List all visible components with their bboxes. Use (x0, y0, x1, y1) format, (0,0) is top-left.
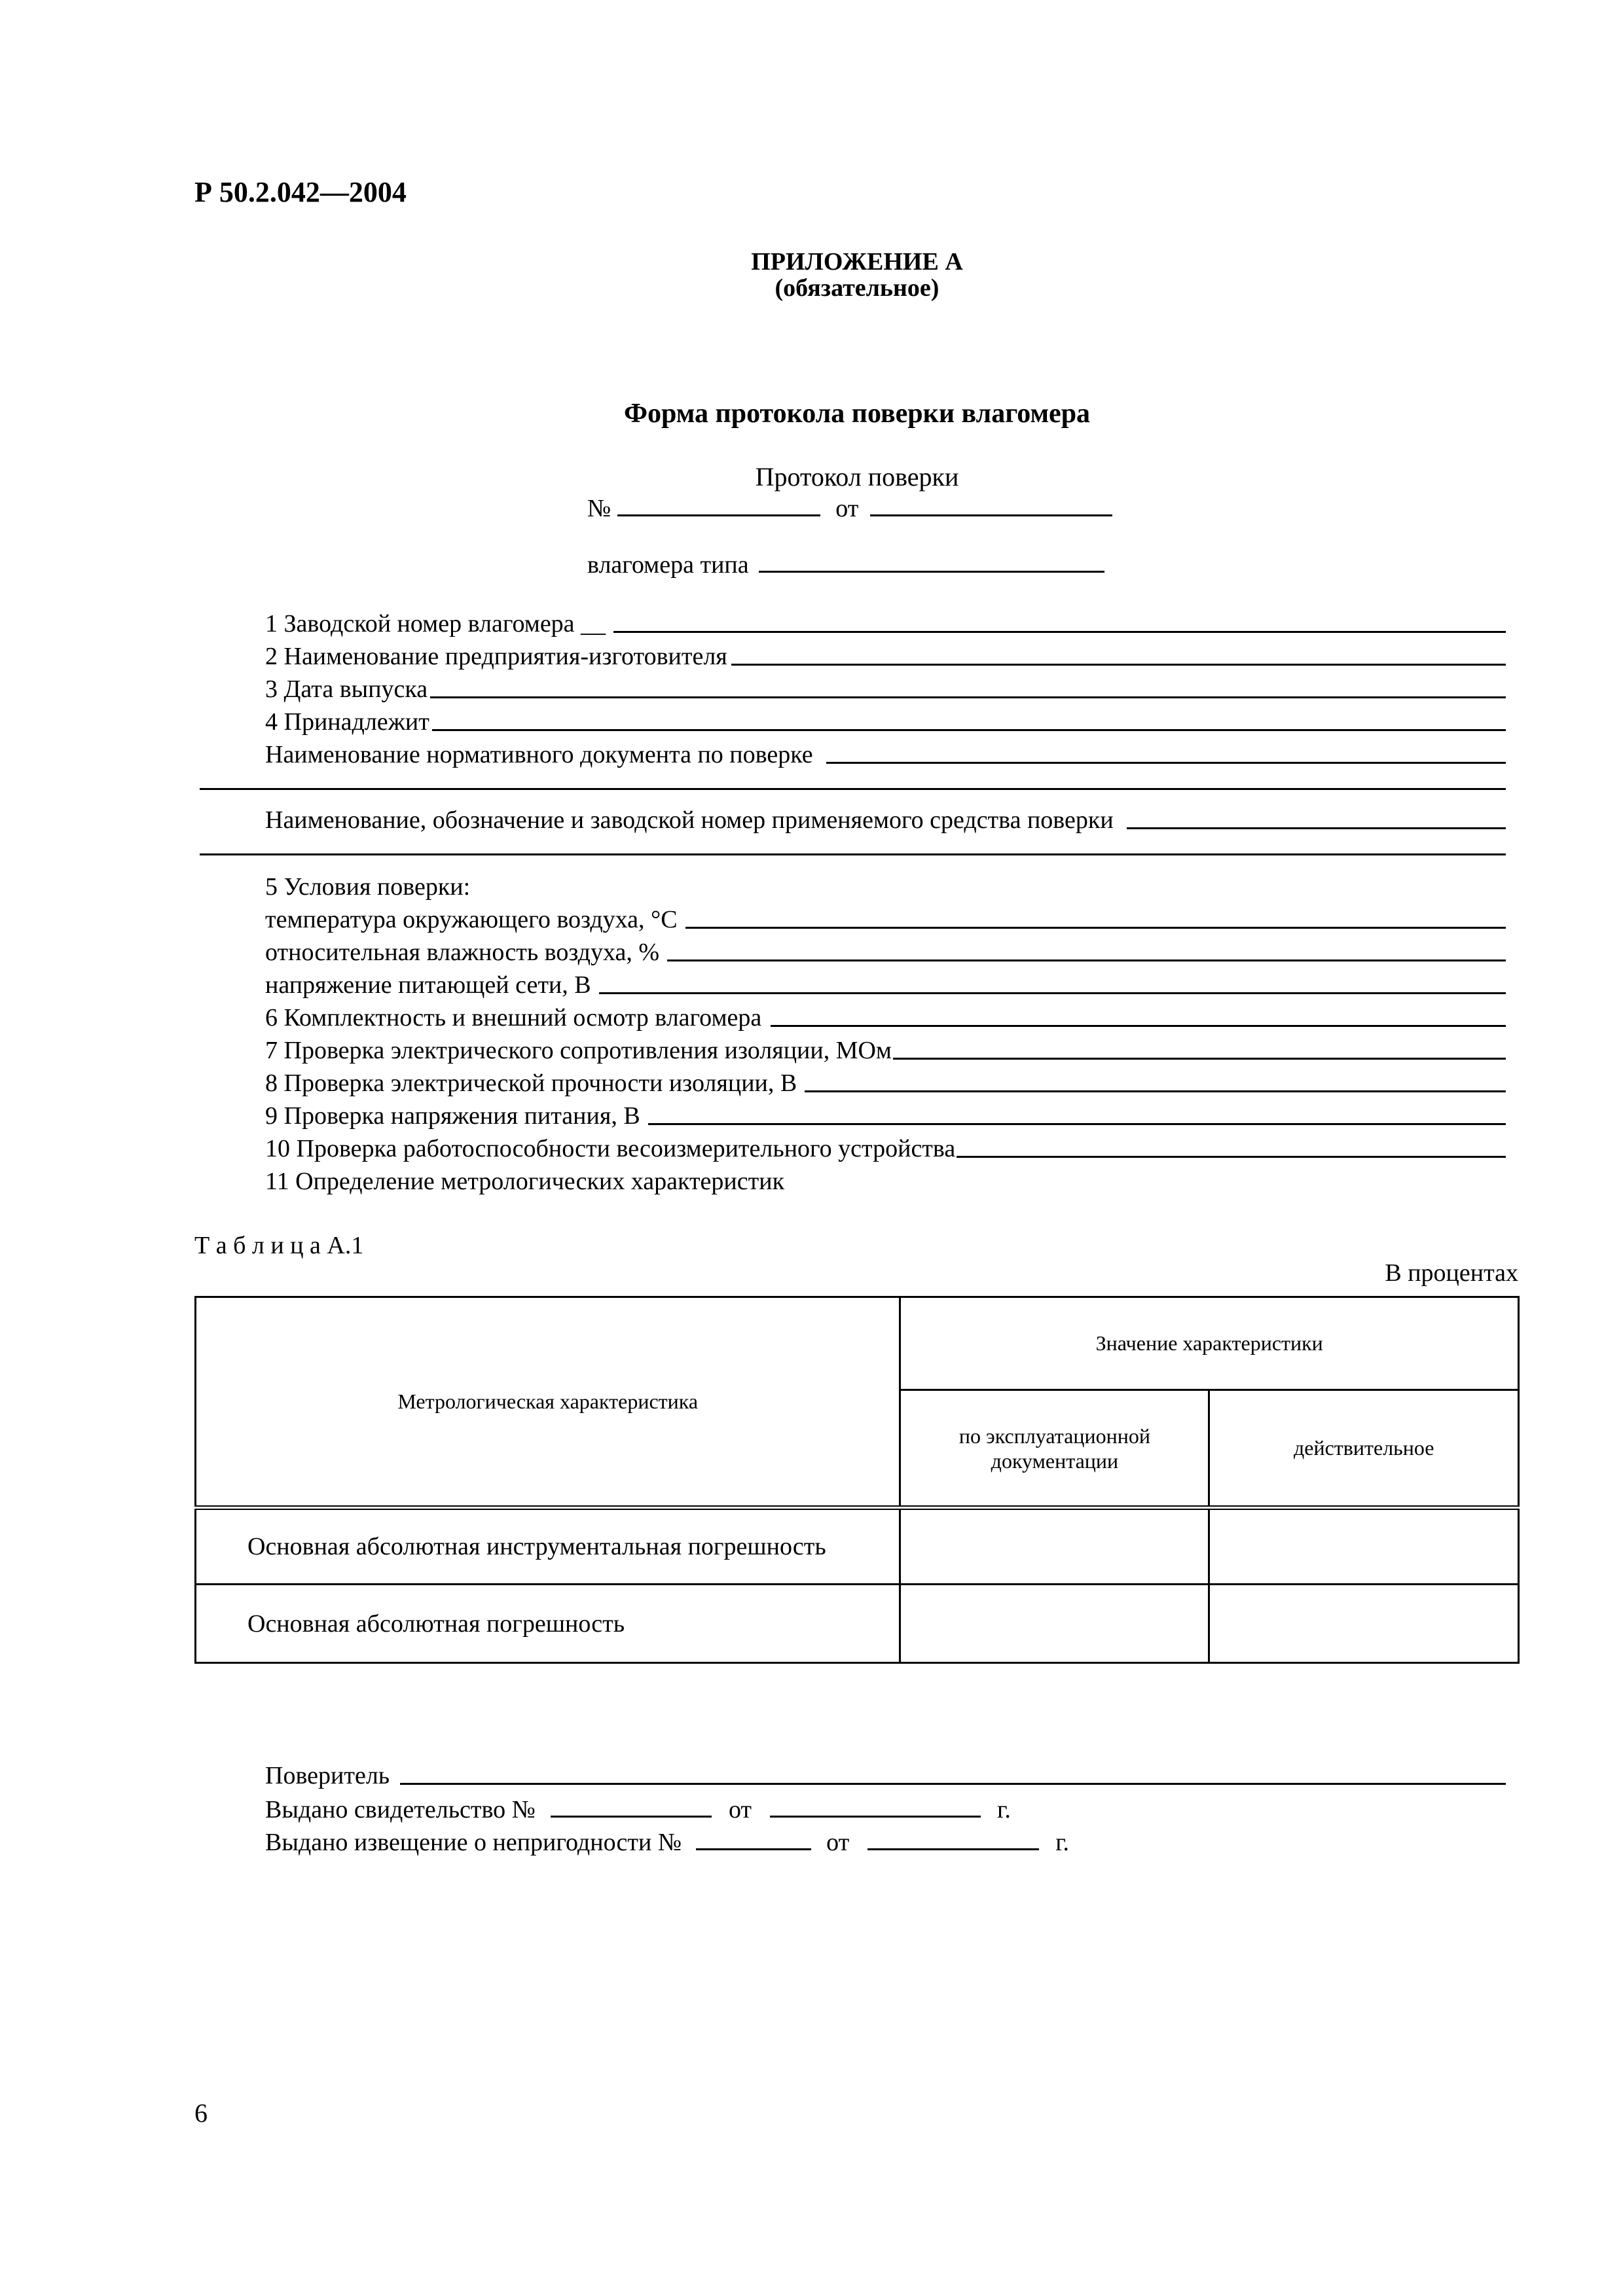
field-temperature (265, 905, 1506, 935)
device-type-row (587, 548, 1104, 580)
notice-label: Выдано извещение о непригодности № (265, 1829, 682, 1856)
protocol-title: Протокол поверки (755, 462, 959, 492)
protocol-number-row (587, 492, 1112, 524)
table-caption: Т а б л и ц а А.1 (194, 1232, 364, 1259)
field-label: 6 Комплектность и внешний осмотр влагомера (265, 1004, 762, 1031)
field-blank[interactable] (599, 970, 1506, 994)
field-blank[interactable] (805, 1068, 1506, 1092)
row-characteristic: Основная абсолютная инструментальная погрешность (196, 1508, 900, 1585)
full-width-blank-2[interactable] (200, 853, 1506, 855)
device-type-blank[interactable] (759, 548, 1104, 573)
field-humidity (265, 937, 1506, 967)
field-blank[interactable] (771, 1003, 1506, 1027)
field-blank[interactable] (432, 707, 1506, 731)
appendix-note: (обязательное) (775, 274, 939, 302)
certificate-date-blank[interactable] (770, 1793, 981, 1818)
field-label: 4 Принадлежит (265, 708, 429, 736)
field-label: 7 Проверка электрического сопротивления изоляции, МОм (265, 1037, 892, 1064)
certificate-row (265, 1793, 1011, 1825)
field-blank[interactable] (826, 740, 1506, 764)
header-actual-value: действительное (1209, 1390, 1519, 1508)
field-label: Наименование нормативного документа по поверке (265, 741, 813, 768)
field-blank[interactable] (731, 641, 1506, 666)
verifier-blank[interactable] (400, 1761, 1506, 1785)
field-blank[interactable] (648, 1101, 1506, 1125)
table-row (196, 1585, 1519, 1663)
from-label: от (728, 1796, 752, 1823)
field-label: 3 Дата выпуска (265, 675, 428, 703)
field-mains-voltage (265, 970, 1506, 1000)
verifier-label: Поверитель (265, 1762, 390, 1789)
page-number: 6 (194, 2098, 208, 2128)
field-label: относительная влажность воздуха, % (265, 939, 660, 966)
field-blank[interactable] (685, 905, 1506, 929)
field-manufacturer (265, 641, 1506, 672)
field-blank[interactable] (893, 1035, 1506, 1060)
table-row (196, 1508, 1519, 1585)
year-suffix: г. (1055, 1829, 1070, 1856)
field-label: 9 Проверка напряжения питания, В (265, 1102, 640, 1130)
field-owner (265, 707, 1506, 737)
device-type-label: влагомера типа (587, 551, 749, 579)
row-characteristic: Основная абсолютная погрешность (196, 1585, 900, 1663)
appendix-title: ПРИЛОЖЕНИЕ А (751, 248, 963, 276)
metrology-table (194, 1296, 1520, 1664)
field-completeness (265, 1003, 1506, 1033)
certificate-number-blank[interactable] (551, 1793, 712, 1818)
number-label: № (587, 495, 611, 522)
table-units: В процентах (1385, 1259, 1518, 1287)
verifier-row (265, 1761, 1506, 1791)
row-doc-value-cell[interactable] (900, 1508, 1209, 1585)
from-label: от (835, 495, 859, 522)
notice-number-blank[interactable] (696, 1826, 811, 1850)
field-insulation-strength (265, 1068, 1506, 1098)
field-insulation-resistance (265, 1035, 1506, 1066)
field-label: 1 Заводской номер влагомера __ (265, 610, 606, 637)
field-serial-number (265, 609, 1506, 639)
field-blank[interactable] (613, 609, 1506, 633)
field-weighing-device (265, 1134, 1506, 1164)
certificate-label: Выдано свидетельство № (265, 1796, 536, 1823)
field-blank[interactable] (957, 1134, 1506, 1158)
protocol-date-blank[interactable] (870, 492, 1112, 516)
header-characteristic: Метрологическая характеристика (196, 1297, 900, 1508)
field-label: Наименование, обозначение и заводской номер применяемого средства поверки (265, 806, 1114, 834)
field-normative-document (265, 740, 1506, 770)
field-metrology: 11 Определение метрологических характеристик (265, 1168, 785, 1195)
field-label: температура окружающего воздуха, °С (265, 906, 678, 933)
notice-row (265, 1826, 1069, 1857)
form-title: Форма протокола поверки влагомера (623, 399, 1091, 429)
field-blank[interactable] (667, 937, 1506, 961)
field-supply-voltage (265, 1101, 1506, 1131)
header-doc-value: по эксплуатационной документации (900, 1390, 1209, 1508)
document-code: Р 50.2.042—2004 (194, 176, 407, 208)
full-width-blank-1[interactable] (200, 788, 1506, 790)
field-blank[interactable] (1127, 805, 1506, 829)
protocol-number-blank[interactable] (617, 492, 820, 516)
from-label: от (826, 1829, 850, 1856)
header-value: Значение характеристики (900, 1297, 1519, 1390)
notice-date-blank[interactable] (867, 1826, 1039, 1850)
field-conditions: 5 Условия поверки: (265, 873, 471, 901)
row-actual-value-cell[interactable] (1209, 1508, 1519, 1585)
row-actual-value-cell[interactable] (1209, 1585, 1519, 1663)
field-blank[interactable] (430, 674, 1506, 698)
row-doc-value-cell[interactable] (900, 1585, 1209, 1663)
field-release-date (265, 674, 1506, 704)
field-label: 2 Наименование предприятия-изготовителя (265, 643, 727, 670)
field-label: напряжение питающей сети, В (265, 971, 591, 999)
field-label: 10 Проверка работоспособности весоизмерительного устройства (265, 1135, 956, 1162)
field-verification-means (265, 805, 1506, 835)
field-label: 8 Проверка электрической прочности изоляции, В (265, 1069, 797, 1097)
year-suffix: г. (997, 1796, 1011, 1823)
